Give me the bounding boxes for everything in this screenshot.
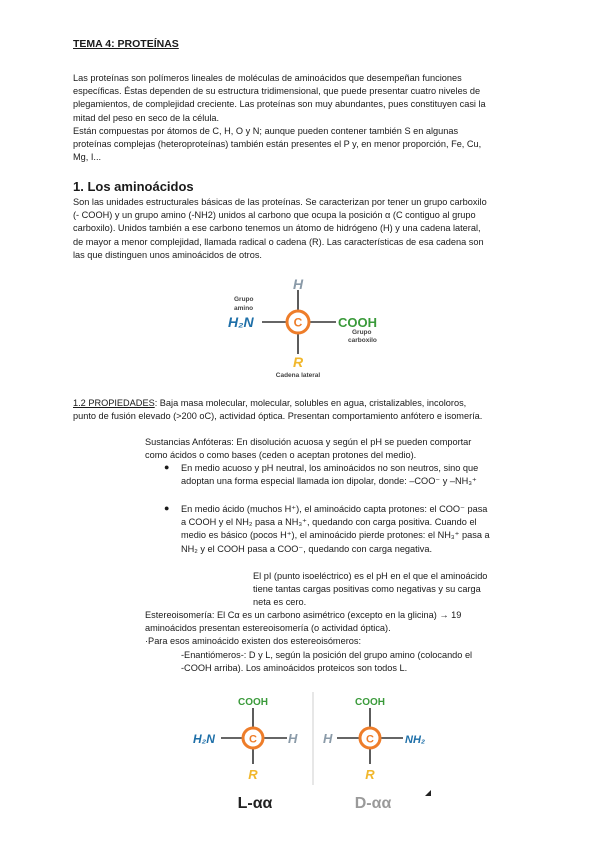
text-line: El pI (punto isoeléctrico) es el pH en el que el aminoácido (253, 571, 488, 581)
text-line: carboxilo). Unidos también a ese carbono tenemos un átomo de hidrógeno (H) y una cadena lateral, (73, 223, 481, 234)
text-line: En medio ácido (muchos H⁺), el aminoácido capta protones: el COO⁻ pasa (181, 504, 488, 514)
section1-paragraph (73, 196, 533, 262)
carboxyl-caption-line2: carboxilo (348, 337, 377, 344)
text-line: plegamientos, de complejidad creciente. Las proteínas son muy abundantes, pues constituyen casi la (73, 99, 486, 110)
properties-heading: 1.2 PROPIEDADES (73, 398, 155, 408)
properties-paragraph (73, 397, 543, 423)
text-line: medio es básico (pocos H⁺), el aminoácido pierde protones: el NH₃⁺ pasa a (181, 530, 490, 541)
carboxyl-group-label: COOH (338, 315, 377, 330)
page-title: TEMA 4: PROTEÍNAS (73, 38, 179, 50)
text-line: proteínas complejas (heteroproteínas) también están presentes el P y, en menor proporción, Fe, Cu, (73, 139, 482, 150)
d-enantiomer (323, 697, 425, 812)
hydrogen-label: H (292, 276, 304, 292)
side-chain-caption: Cadena lateral (275, 372, 321, 379)
text-line: específicas. Éstas dependen de su estructura tridimensional, que puede presentar cuatro niveles de (73, 86, 481, 97)
text-line: adoptan una forma especial llamada ion dipolar, donde: –COO⁻ y –NH₃⁺ (181, 476, 477, 487)
amphoteric-paragraph (145, 436, 525, 462)
text-line: a COOH y el NH₂ pasa a NH₃⁺, quedando con carga positiva. Cuando el (181, 517, 477, 528)
isoelectric-note (253, 570, 533, 610)
text-line: ·Para esos aminoácido existen dos estereoisómeros: (145, 636, 362, 647)
text-line: Son las unidades estructurales básicas de las proteínas. Se caracterizan por tener un grupo carboxilo (73, 197, 487, 207)
text-line: como ácidos o como bases (ceden o aceptan protones del medio). (145, 450, 417, 461)
bullet-item (181, 462, 526, 488)
text-line: NH₂ y el COOH pasa a COO⁻, quedando con carga negativa. (181, 543, 432, 554)
carbon-label: C (366, 733, 374, 746)
text-line: mitad del peso en seco de la célula. (73, 112, 220, 123)
text-line: Sustancias Anfóteras: En disolución acuosa y según el pH se pueden comportar (145, 437, 472, 447)
enantiomers-paragraph (181, 649, 526, 675)
hydrogen-label: H (288, 731, 298, 746)
enantiomers-diagram (185, 690, 445, 815)
r-group-label: R (292, 354, 304, 370)
r-group-label: R (365, 767, 375, 782)
text-line: punto de fusión elevado (>200 oC), actividad óptica. Presentan comportamiento anfótero e isomería. (73, 411, 483, 422)
text-line: Estereoisomería: El Cα es un carbono asimétrico (excepto en la glicina) → 19 (145, 610, 462, 620)
text-line: Las proteínas son polímeros lineales de moléculas de aminoácidos que desempeñan funciones (73, 73, 462, 83)
amino-group-label: H₂N (228, 314, 254, 330)
corner-mark-icon (425, 790, 431, 796)
text-line (73, 397, 543, 410)
amino-acid-structure-diagram (220, 270, 400, 390)
text-line: tiene tantas cargas positivas como negativas y su carga (253, 584, 481, 595)
intro-paragraph (73, 72, 533, 164)
text-line: las que distinguen unos aminoácidos de otros. (73, 249, 262, 260)
bullet-icon: ● (164, 462, 170, 472)
text-line: (- COOH) y un grupo amino (-NH2) unidos al carbono que ocupa la posición α (C contiguo al grupo (73, 210, 476, 221)
text-line: neta es cero. (253, 597, 307, 608)
amino-caption-line2: amino (234, 305, 254, 312)
amino-group-label: NH₂ (405, 734, 426, 746)
text-line: Mg, I... (73, 152, 102, 163)
text-line: aminoácidos presentan estereoisomería (o actividad óptica). (145, 623, 391, 634)
properties-text: : Baja masa molecular, molecular, solubles en agua, cristalizables, incoloros, (154, 398, 467, 408)
l-caption: L-αα (237, 795, 273, 812)
section-heading: 1. Los aminoácidos (73, 179, 194, 194)
carbon-label: C (293, 315, 303, 330)
text-line: de mayor a menor complejidad, llamada radical o cadena (R). Las características de esa cadena son (73, 236, 484, 247)
carboxyl-group-label: COOH (355, 697, 385, 708)
d-caption: D-αα (354, 795, 392, 812)
r-group-label: R (248, 767, 258, 782)
stereoisomerism-paragraph (145, 609, 525, 649)
carboxyl-group-label: COOH (238, 697, 268, 708)
bullet-item (181, 503, 526, 556)
carboxyl-caption-line1: Grupo (352, 329, 372, 336)
text-line: -COOH arriba). Los aminoácidos proteicos son todos L. (181, 663, 408, 674)
l-enantiomer (193, 697, 298, 812)
hydrogen-label: H (323, 731, 333, 746)
amino-caption-line1: Grupo (234, 296, 254, 303)
text-line: -Enantiómeros-: D y L, según la posición del grupo amino (colocando el (181, 650, 473, 660)
carbon-label: C (249, 733, 257, 746)
text-line: Están compuestas por átomos de C, H, O y N; aunque pueden contener también S en algunas (73, 125, 459, 136)
amino-group-label: H₂N (193, 732, 215, 746)
bullet-icon: ● (164, 503, 170, 513)
text-line: En medio acuoso y pH neutral, los aminoácidos no son neutros, sino que (181, 463, 479, 473)
